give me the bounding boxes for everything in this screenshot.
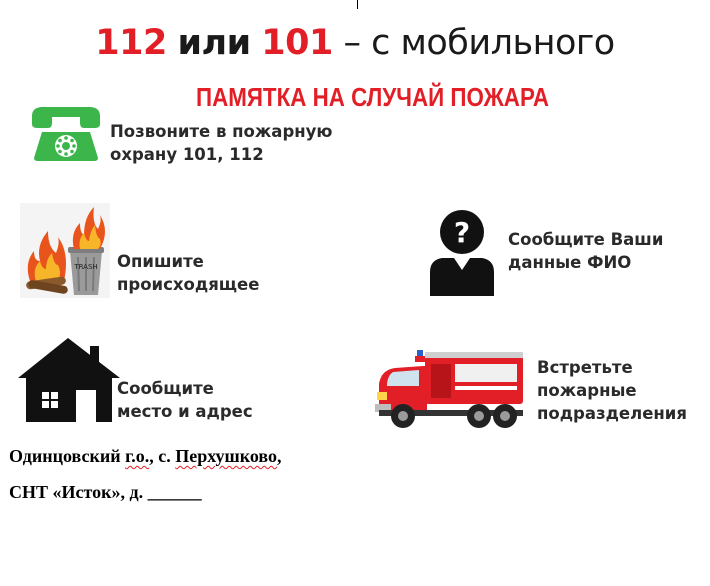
step-meet-line2: пожарные bbox=[537, 381, 637, 400]
step-call-line1: Позвоните в пожарную bbox=[110, 122, 333, 141]
headline-rest: – с мобильного bbox=[343, 23, 615, 63]
step-address-line2: место и адрес bbox=[117, 402, 253, 421]
headline-number-101: 101 bbox=[261, 23, 333, 63]
fire-trash-icon bbox=[20, 203, 110, 298]
house-icon bbox=[18, 338, 120, 422]
text-cursor-mark bbox=[357, 0, 358, 9]
address-line-1-part-c: , с. bbox=[149, 446, 176, 466]
address-line-1-part-e: , bbox=[277, 446, 282, 466]
headline-or: или bbox=[177, 23, 251, 63]
step-identity-line1: Сообщите Ваши bbox=[508, 230, 664, 249]
address-line-2: СНТ «Исток», д. ______ bbox=[9, 482, 202, 502]
step-describe-text bbox=[117, 250, 259, 296]
person-question-icon bbox=[428, 208, 496, 296]
step-identity-text bbox=[508, 228, 663, 274]
svg-text:?: ? bbox=[453, 216, 471, 249]
fire-truck-icon bbox=[375, 346, 527, 430]
step-address-text bbox=[117, 377, 253, 423]
step-call-line2: охрану 101, 112 bbox=[110, 145, 264, 164]
address-line-1-go: г.о. bbox=[125, 446, 150, 466]
address-line-1 bbox=[9, 446, 282, 467]
step-identity-line2: данные ФИО bbox=[508, 253, 632, 272]
headline bbox=[0, 20, 710, 66]
step-meet-text bbox=[537, 356, 687, 425]
step-meet-line3: подразделения bbox=[537, 404, 687, 423]
step-describe-line2: происходящее bbox=[117, 275, 260, 294]
address-line-1-part-a: Одинцовский bbox=[9, 446, 126, 466]
memo-subtitle: ПАМЯТКА НА СЛУЧАЙ ПОЖАРА bbox=[196, 82, 550, 112]
step-address-line1: Сообщите bbox=[117, 379, 214, 398]
phone-icon bbox=[28, 104, 104, 162]
headline-number-112: 112 bbox=[95, 23, 167, 63]
step-meet-line1: Встретьте bbox=[537, 358, 633, 377]
trash-label: TRASH bbox=[74, 263, 98, 271]
step-describe-line1: Опишите bbox=[117, 252, 204, 271]
step-call-text bbox=[110, 120, 332, 166]
address-line-1-village: Перхушково bbox=[175, 446, 278, 466]
